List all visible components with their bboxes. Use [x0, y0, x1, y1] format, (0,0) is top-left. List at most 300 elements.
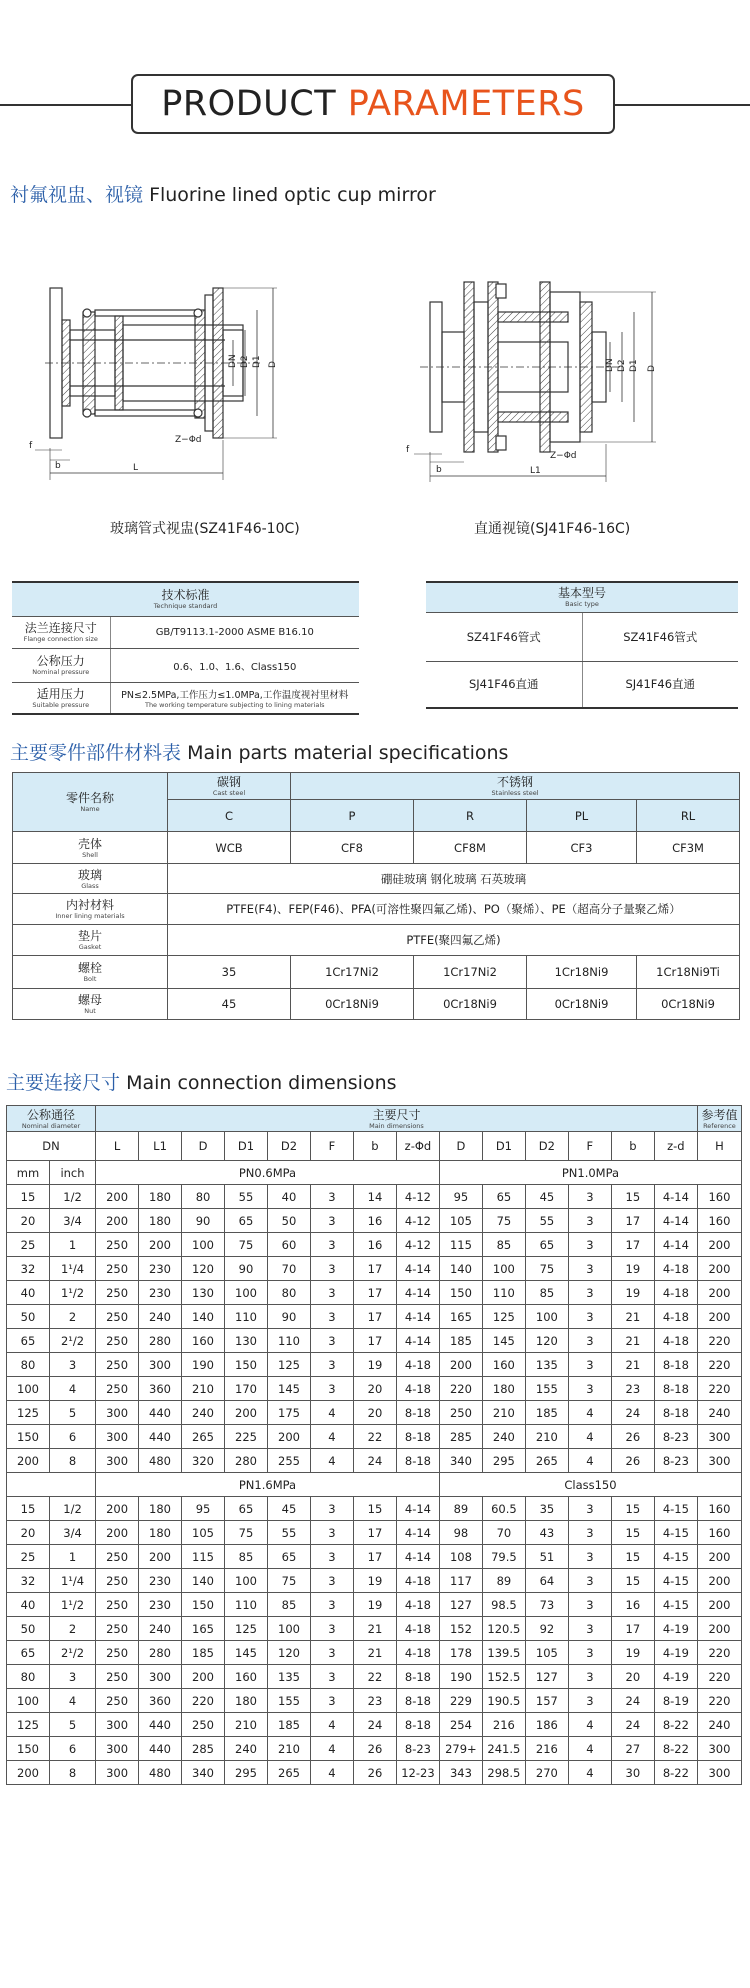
dim-cell: 8-23	[654, 1425, 697, 1449]
dim-cell: 440	[139, 1401, 182, 1425]
dim-cell: 75	[482, 1209, 525, 1233]
dim-col-header: H	[697, 1132, 741, 1161]
dim-cell: 250	[96, 1665, 139, 1689]
dim-cell: 8-18	[654, 1377, 697, 1401]
dim-cell: 1¹/2	[49, 1281, 95, 1305]
dim-cell: 21	[353, 1617, 396, 1641]
dim-cell: 3	[568, 1209, 611, 1233]
dim-cell: 125	[482, 1305, 525, 1329]
dim-cell: 300	[96, 1761, 139, 1785]
dim-cell: 65	[225, 1497, 268, 1521]
dim-cell: 19	[353, 1593, 396, 1617]
dim-cell: 3	[568, 1281, 611, 1305]
dim-cell: 265	[525, 1449, 568, 1473]
dim-cell: 250	[439, 1401, 482, 1425]
dim-col-header: L	[96, 1132, 139, 1161]
dim-dn-label: DN	[228, 354, 238, 368]
tech-label-suitable-cn: 适用压力	[36, 686, 85, 701]
dim-cell: 280	[225, 1449, 268, 1473]
dim-cell: 4-19	[654, 1617, 697, 1641]
dim-cell: 200	[697, 1257, 741, 1281]
dim-cell: 8-22	[654, 1737, 697, 1761]
dim-cell: 17	[353, 1305, 396, 1329]
dim-cell: 8-18	[396, 1689, 439, 1713]
dim-cell: 300	[96, 1713, 139, 1737]
dim-cell: 3	[310, 1233, 353, 1257]
dimensions-table	[6, 1105, 742, 1785]
dim-cell: 220	[182, 1689, 225, 1713]
dim-cell: 200	[697, 1569, 741, 1593]
dim-cell: 241.5	[482, 1737, 525, 1761]
dim-cell: 85	[225, 1545, 268, 1569]
dim-dn-label-2: DN	[605, 358, 615, 372]
dim-cell: 100	[225, 1281, 268, 1305]
dim-cell: 1¹/2	[49, 1593, 95, 1617]
dim-cell: 4-18	[396, 1377, 439, 1401]
dim-cell: 4-15	[654, 1497, 697, 1521]
dim-cell: 300	[139, 1665, 182, 1689]
dim-cell: 100	[7, 1377, 50, 1401]
dim-cell: 240	[139, 1617, 182, 1641]
dim-pressure-label: PN1.6MPa	[96, 1473, 440, 1497]
dim-b-label: b	[55, 461, 61, 471]
dim-cell: 24	[611, 1401, 654, 1425]
dim-col-header: F	[568, 1132, 611, 1161]
dim-cell: 45	[267, 1497, 310, 1521]
dim-cell: 185	[525, 1401, 568, 1425]
dim-cell: 40	[7, 1593, 50, 1617]
dim-cell: 200	[96, 1497, 139, 1521]
mat-grade: RL	[637, 800, 740, 832]
dim-cell: 250	[96, 1689, 139, 1713]
dim-cell: 440	[139, 1713, 182, 1737]
dim-cell: 4	[310, 1425, 353, 1449]
mat-part-name-cn: 零件名称	[65, 791, 114, 805]
dim-cell: 210	[525, 1425, 568, 1449]
dim-cell: 280	[139, 1641, 182, 1665]
dim-cell: 185	[267, 1713, 310, 1737]
dim-cell: 17	[353, 1521, 396, 1545]
tech-label-flange-en: Flange connection size	[23, 635, 98, 643]
dim-cell: 4-18	[396, 1593, 439, 1617]
dim-cell: 298.5	[482, 1761, 525, 1785]
dim-cell: 265	[182, 1425, 225, 1449]
dim-cell: 150	[7, 1737, 50, 1761]
dim-cell: 3	[568, 1305, 611, 1329]
dim-cell: 65	[225, 1209, 268, 1233]
dim-cell: 140	[182, 1305, 225, 1329]
dim-cell: 190	[439, 1665, 482, 1689]
dim-cell: 200	[182, 1665, 225, 1689]
dim-cell: 300	[697, 1761, 741, 1785]
section2-title-en: Main parts material specifications	[187, 742, 509, 764]
dim-cell: 240	[182, 1401, 225, 1425]
tech-label-nominal-cn: 公称压力	[36, 654, 85, 668]
dim-unit-mm: mm	[7, 1161, 50, 1185]
dim-cell: 125	[7, 1401, 50, 1425]
dim-cell: 4-15	[654, 1521, 697, 1545]
table-row	[7, 1425, 742, 1449]
dim-cell: 108	[439, 1545, 482, 1569]
dim-cell: 3	[568, 1329, 611, 1353]
dim-cell: 230	[139, 1593, 182, 1617]
dim-ref-en: Reference	[703, 1121, 736, 1130]
dim-cell: 120	[267, 1641, 310, 1665]
dim-cell: 300	[139, 1353, 182, 1377]
dim-pressure-label: PN0.6MPa	[96, 1161, 440, 1185]
dim-cell: 155	[525, 1377, 568, 1401]
table-row	[7, 1305, 742, 1329]
dim-cell: 6	[49, 1737, 95, 1761]
mat-grade: P	[291, 800, 414, 832]
dim-cell: 210	[225, 1713, 268, 1737]
dim-cell: 1	[49, 1545, 95, 1569]
dim-cell: 200	[96, 1521, 139, 1545]
dim-d2-label: D2	[240, 355, 250, 368]
dim-cell: 480	[139, 1761, 182, 1785]
dim-cell: 3	[310, 1665, 353, 1689]
dim-cell: 4-14	[396, 1497, 439, 1521]
dim-cell: 3	[310, 1257, 353, 1281]
mat-cell-span: PTFE(F4)、FEP(F46)、PFA(可溶性聚四氟乙烯)、PO（聚烯）、PE（超高分子量聚乙烯）	[168, 894, 740, 925]
dim-cell: 175	[267, 1401, 310, 1425]
dim-cell: 240	[225, 1737, 268, 1761]
table-row	[7, 1521, 742, 1545]
dim-cell: 100	[225, 1569, 268, 1593]
dim-cell: 160	[697, 1185, 741, 1209]
dim-cell: 220	[439, 1377, 482, 1401]
dim-cell: 3	[310, 1185, 353, 1209]
dim-cell: 4-18	[654, 1257, 697, 1281]
dim-cell: 295	[225, 1761, 268, 1785]
mat-cell: 1Cr18Ni9	[527, 956, 637, 989]
dim-cell: 155	[267, 1689, 310, 1713]
dim-z-label: Z−Φd	[175, 435, 202, 445]
dim-cell: 200	[439, 1353, 482, 1377]
dim-cell: 70	[482, 1521, 525, 1545]
dim-cell: 105	[182, 1521, 225, 1545]
straight-mirror-drawing	[400, 262, 720, 484]
dim-l-label: L	[133, 463, 139, 473]
dim-cell: 210	[182, 1377, 225, 1401]
dim-cell: 2¹/2	[49, 1329, 95, 1353]
dim-cell: 4-18	[654, 1305, 697, 1329]
dim-cell: 3	[310, 1281, 353, 1305]
dim-cell: 300	[96, 1401, 139, 1425]
dim-main-cn: 主要尺寸	[372, 1107, 421, 1122]
dim-cell: 8-22	[654, 1713, 697, 1737]
dim-cell: 140	[182, 1569, 225, 1593]
dim-cell: 3	[568, 1185, 611, 1209]
mat-part-name-header	[13, 773, 168, 832]
dim-cell: 80	[182, 1185, 225, 1209]
dim-cell: 150	[7, 1425, 50, 1449]
dim-cell: 178	[439, 1641, 482, 1665]
dim-cell: 160	[697, 1497, 741, 1521]
dim-cell: 250	[96, 1377, 139, 1401]
tech-label-flange	[12, 616, 110, 648]
dim-cell: 8-23	[654, 1449, 697, 1473]
dim-cell: 200	[139, 1233, 182, 1257]
mat-cell: WCB	[168, 832, 291, 864]
section-title-materials	[10, 738, 508, 765]
basic-type-table	[426, 581, 738, 709]
dim-cell: 24	[611, 1689, 654, 1713]
dim-cell: 160	[482, 1353, 525, 1377]
dim-cell: 200	[7, 1761, 50, 1785]
dim-cell: 19	[353, 1569, 396, 1593]
dim-cell: 65	[7, 1641, 50, 1665]
dim-cell: 4-19	[654, 1641, 697, 1665]
dim-cell: 200	[697, 1545, 741, 1569]
dim-cell: 140	[439, 1257, 482, 1281]
dim-cell: 200	[697, 1305, 741, 1329]
dim-cell: 5	[49, 1713, 95, 1737]
dim-cell: 3	[310, 1689, 353, 1713]
dim-cell: 3	[568, 1233, 611, 1257]
dim-col-header: D1	[482, 1132, 525, 1161]
dim-cell: 21	[611, 1305, 654, 1329]
dim-cell: 185	[439, 1329, 482, 1353]
dim-cell: 3/4	[49, 1209, 95, 1233]
dim-cell: 8	[49, 1449, 95, 1473]
dim-cell: 3	[310, 1353, 353, 1377]
dim-cell: 2¹/2	[49, 1641, 95, 1665]
table-row	[7, 1761, 742, 1785]
dim-cell: 440	[139, 1425, 182, 1449]
title-rule-right	[615, 104, 750, 106]
dim-cell: 35	[525, 1497, 568, 1521]
dim-cell: 70	[267, 1257, 310, 1281]
dim-cell: 3/4	[49, 1521, 95, 1545]
dim-cell: 3	[568, 1521, 611, 1545]
dim-cell: 17	[353, 1545, 396, 1569]
dim-cell: 50	[7, 1617, 50, 1641]
dim-cell: 89	[482, 1569, 525, 1593]
table-row	[7, 1569, 742, 1593]
dim-cell: 12-23	[396, 1761, 439, 1785]
dim-cell: 5	[49, 1401, 95, 1425]
tech-label-flange-cn: 法兰连接尺寸	[24, 621, 97, 635]
dim-cell: 6	[49, 1425, 95, 1449]
mat-cell: 45	[168, 989, 291, 1020]
dim-cell: 3	[310, 1521, 353, 1545]
dim-cell: 4-18	[396, 1641, 439, 1665]
dim-cell: 300	[96, 1449, 139, 1473]
type-cell: SZ41F46管式	[426, 612, 582, 661]
dim-cell: 240	[482, 1425, 525, 1449]
dim-cell: 4-14	[396, 1257, 439, 1281]
dim-cell: 110	[225, 1305, 268, 1329]
dim-cell: 75	[225, 1521, 268, 1545]
dim-cell: 210	[482, 1401, 525, 1425]
dim-cell: 160	[225, 1665, 268, 1689]
dim-cell: 4-18	[396, 1353, 439, 1377]
dim-cell: 22	[353, 1665, 396, 1689]
dim-cell: 3	[568, 1257, 611, 1281]
mat-row-label	[13, 894, 168, 925]
dim-main-en: Main dimensions	[369, 1121, 424, 1130]
dim-cell: 26	[611, 1425, 654, 1449]
dim-cell: 100	[525, 1305, 568, 1329]
dim-cell: 200	[697, 1233, 741, 1257]
table-row	[7, 1641, 742, 1665]
dim-cell: 200	[697, 1593, 741, 1617]
dim-cell: 360	[139, 1689, 182, 1713]
dim-cell: 160	[182, 1329, 225, 1353]
dim-cell: 255	[267, 1449, 310, 1473]
dim-cell: 250	[96, 1329, 139, 1353]
dim-cell: 265	[267, 1761, 310, 1785]
dim-cell: 30	[611, 1761, 654, 1785]
mat-cell: 1Cr17Ni2	[291, 956, 414, 989]
dim-cell: 240	[697, 1713, 741, 1737]
dim-cell: 21	[353, 1641, 396, 1665]
type-cell: SJ41F46直通	[582, 661, 738, 708]
dim-cell: 300	[697, 1425, 741, 1449]
dim-cell: 4-19	[654, 1665, 697, 1689]
mat-grade: R	[414, 800, 527, 832]
dim-cell: 89	[439, 1497, 482, 1521]
dim-cell: 90	[225, 1257, 268, 1281]
dim-cell: 4	[568, 1713, 611, 1737]
mat-row-label	[13, 832, 168, 864]
mat-row-label-en: Gasket	[78, 943, 102, 951]
type-cell: SJ41F46直通	[426, 661, 582, 708]
mat-row-label-cn: 玻璃	[77, 867, 102, 882]
dim-cell: 17	[611, 1617, 654, 1641]
mat-cell: 1Cr18Ni9Ti	[637, 956, 740, 989]
dim-cell: 26	[353, 1737, 396, 1761]
dim-cell: 19	[353, 1353, 396, 1377]
dim-cell: 190	[182, 1353, 225, 1377]
dim-cell: 230	[139, 1569, 182, 1593]
dim-nominal-header	[7, 1106, 96, 1132]
dim-cell: 120	[182, 1257, 225, 1281]
dim-cell: 14	[353, 1185, 396, 1209]
dim-cell: 4-14	[654, 1185, 697, 1209]
dim-cell: 480	[139, 1449, 182, 1473]
dim-cell: 75	[225, 1233, 268, 1257]
dim-cell: 220	[697, 1689, 741, 1713]
dim-cell: 80	[7, 1353, 50, 1377]
dim-cell: 3	[310, 1569, 353, 1593]
dim-cell: 21	[611, 1353, 654, 1377]
dim-cell: 250	[96, 1257, 139, 1281]
dim-cell: 220	[697, 1329, 741, 1353]
table-row	[7, 1665, 742, 1689]
dim-cell: 230	[139, 1281, 182, 1305]
tech-label-nominal-en: Nominal pressure	[32, 668, 90, 676]
dim-cell: 300	[96, 1737, 139, 1761]
tech-header-en: Technique standard	[153, 602, 218, 611]
dim-cell: 152.5	[482, 1665, 525, 1689]
dim-cell: 24	[353, 1449, 396, 1473]
dim-col-header: D1	[225, 1132, 268, 1161]
dim-cell: 90	[182, 1209, 225, 1233]
dim-cell: 200	[267, 1425, 310, 1449]
dim-pressure-label: Class150	[439, 1473, 741, 1497]
dim-block-header-row	[7, 1161, 742, 1185]
dim-cell: 21	[611, 1329, 654, 1353]
dim-cell: 15	[7, 1497, 50, 1521]
dim-cell: 230	[139, 1257, 182, 1281]
tech-value-suitable-en: The working temperature subjecting to lining materials	[144, 700, 325, 709]
dim-cell: 300	[697, 1737, 741, 1761]
mat-part-name-en: Name	[80, 805, 100, 813]
dim-cell: 19	[611, 1281, 654, 1305]
dim-cell: 2	[49, 1305, 95, 1329]
dim-cell: 139.5	[482, 1641, 525, 1665]
mat-cell: 0Cr18Ni9	[291, 989, 414, 1020]
dim-cell: 250	[96, 1641, 139, 1665]
dim-cell: 130	[225, 1329, 268, 1353]
dim-cell: 15	[7, 1185, 50, 1209]
dim-cell: 165	[182, 1617, 225, 1641]
dim-cell: 25	[7, 1233, 50, 1257]
dim-cell: 24	[353, 1713, 396, 1737]
dim-cell: 80	[7, 1665, 50, 1689]
dim-cell: 80	[267, 1281, 310, 1305]
dim-unit-inch: inch	[49, 1161, 95, 1185]
dim-cell: 200	[96, 1185, 139, 1209]
tech-header	[12, 582, 359, 616]
dim-col-header: L1	[139, 1132, 182, 1161]
mat-cell: 0Cr18Ni9	[527, 989, 637, 1020]
dim-cell: 180	[139, 1497, 182, 1521]
dim-cell: 229	[439, 1689, 482, 1713]
dim-cell: 98.5	[482, 1593, 525, 1617]
dim-cell: 4-15	[654, 1569, 697, 1593]
dim-cell: 20	[353, 1401, 396, 1425]
dim-cell: 216	[525, 1737, 568, 1761]
dim-cell: 220	[697, 1665, 741, 1689]
dim-col-header: D	[182, 1132, 225, 1161]
dim-cell: 8-18	[654, 1353, 697, 1377]
dim-cell: 16	[353, 1233, 396, 1257]
dim-cell: 200	[7, 1449, 50, 1473]
dim-col-header: z-Φd	[396, 1132, 439, 1161]
dim-cell: 20	[611, 1665, 654, 1689]
tech-standard-table	[12, 581, 359, 715]
dim-z-label-2: Z−Φd	[550, 451, 577, 461]
dim-cell: 300	[697, 1449, 741, 1473]
table-row	[7, 1209, 742, 1233]
dim-cell: 343	[439, 1761, 482, 1785]
dim-cell: 65	[482, 1185, 525, 1209]
dim-cell: 125	[7, 1713, 50, 1737]
dim-cell: 100	[267, 1617, 310, 1641]
section-title-dimensions	[6, 1068, 397, 1095]
mat-cell: 1Cr17Ni2	[414, 956, 527, 989]
dim-cell: 75	[267, 1569, 310, 1593]
mat-stainless-cn: 不锈钢	[497, 775, 534, 789]
dim-cell: 43	[525, 1521, 568, 1545]
dim-cell: 3	[568, 1545, 611, 1569]
dim-cell: 250	[96, 1593, 139, 1617]
dim-cell: 32	[7, 1569, 50, 1593]
dim-f-label-2: f	[406, 445, 410, 455]
dim-cell: 17	[611, 1209, 654, 1233]
dim-cell: 100	[182, 1233, 225, 1257]
dim-cell: 40	[267, 1185, 310, 1209]
dim-cell: 19	[611, 1257, 654, 1281]
dim-nominal-cn: 公称通径	[27, 1107, 76, 1122]
dim-cell: 220	[697, 1641, 741, 1665]
dim-cell: 4	[310, 1449, 353, 1473]
dim-main-header	[96, 1106, 698, 1132]
dim-cell: 65	[267, 1545, 310, 1569]
